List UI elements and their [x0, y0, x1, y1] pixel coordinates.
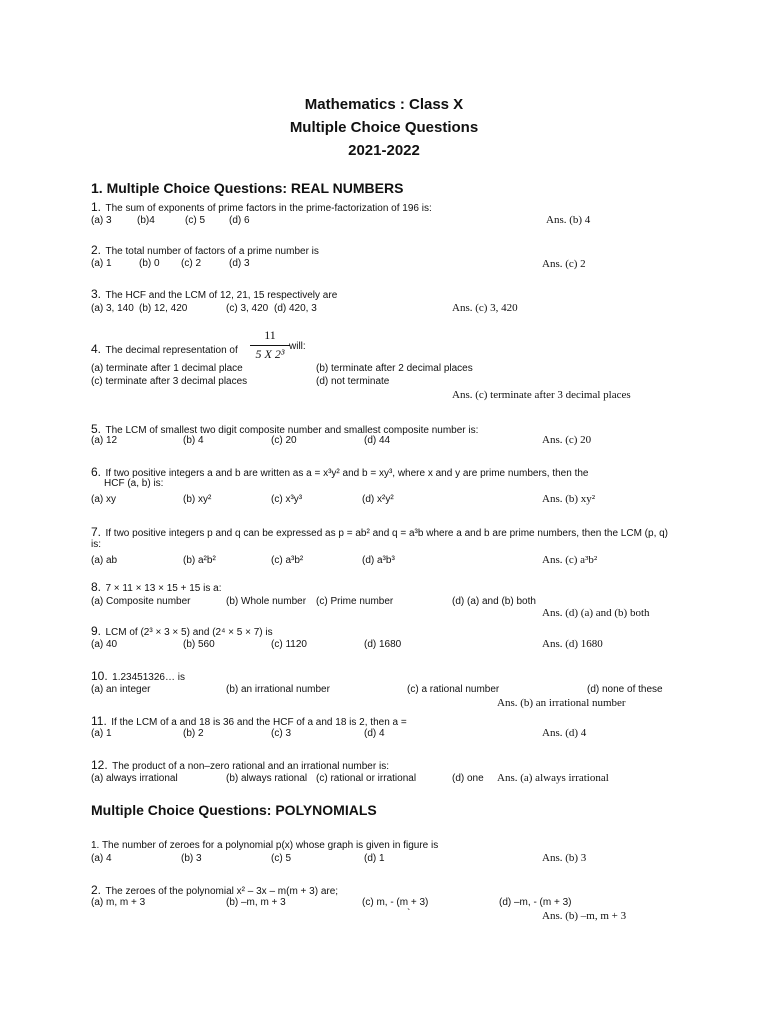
q6-option-a: (a) xy	[91, 494, 116, 505]
q9-option-a: (a) 40	[91, 639, 118, 650]
question-9: 9. LCM of (2³ × 3 × 5) and (2⁴ × 5 × 7) is	[91, 624, 273, 638]
q2-option-d: (d) 3	[229, 258, 250, 269]
q12-option-d: (d) one	[452, 773, 484, 784]
q6-option-b: (b) xy²	[183, 494, 212, 505]
question-10: 10. 1.23451326… is	[91, 669, 185, 683]
q8-option-d: (d) (a) and (b) both	[452, 596, 536, 607]
p1-option-a: (a) 4	[91, 853, 112, 864]
q4-option-a: (a) terminate after 1 decimal place	[91, 363, 243, 374]
q9-option-d: (d) 1680	[364, 639, 402, 650]
q8-option-a: (a) Composite number	[91, 596, 191, 607]
q7-option-c: (c) a³b²	[271, 555, 304, 566]
q7-option-a: (a) ab	[91, 555, 118, 566]
q12-answer: Ans. (a) always irrational	[497, 772, 609, 784]
title-subject: Mathematics : Class X	[304, 96, 464, 113]
q4-answer: Ans. (c) terminate after 3 decimal places	[452, 389, 631, 401]
q1-option-a: (a) 3	[91, 215, 112, 226]
q4-option-d: (d) not terminate	[316, 376, 390, 387]
q11-answer: Ans. (d) 4	[542, 727, 587, 739]
q11-option-c: (c) 3	[271, 728, 291, 739]
q11-option-a: (a) 1	[91, 728, 112, 739]
q4-tail: will:	[289, 341, 306, 352]
q10-option-c: (c) a rational number	[407, 684, 500, 695]
q11-option-b: (b) 2	[183, 728, 204, 739]
q8-answer: Ans. (d) (a) and (b) both	[542, 607, 650, 619]
section-real-numbers: 1. Multiple Choice Questions: REAL NUMBERS	[91, 180, 404, 196]
poly-question-2: 2. The zeroes of the polynomial x² – 3x – m(m + 3) are;	[91, 883, 339, 897]
q10-answer: Ans. (b) an irrational number	[497, 697, 626, 709]
q10-option-b: (b) an irrational number	[226, 684, 330, 695]
q10-option-a: (a) an integer	[91, 684, 151, 695]
q12-option-c: (c) rational or irrational	[316, 773, 417, 784]
p1-option-b: (b) 3	[181, 853, 202, 864]
q4-option-b: (b) terminate after 2 decimal places	[316, 363, 473, 374]
q9-option-c: (c) 1120	[271, 639, 307, 650]
q1-answer: Ans. (b) 4	[546, 214, 591, 226]
title-year: 2021-2022	[348, 142, 420, 159]
p1-option-c: (c) 5	[271, 853, 291, 864]
q6-option-c: (c) x³y³	[271, 494, 303, 505]
q2-option-a: (a) 1	[91, 258, 112, 269]
section-polynomials: Multiple Choice Questions: POLYNOMIALS	[91, 802, 377, 818]
question-6: 6. If two positive integers a and b are written as a = x³y² and b = xy³, where x and y are prime numbers, then the	[91, 465, 589, 479]
q7-answer: Ans. (c) a³b²	[542, 554, 598, 566]
q5-option-c: (c) 20	[271, 435, 297, 446]
fraction-11-over-5x2-cubed: 11 5 X 2³	[250, 328, 290, 362]
q5-option-a: (a) 12	[91, 435, 118, 446]
q1-option-d: (d) 6	[229, 215, 250, 226]
q2-option-b: (b) 0	[139, 258, 160, 269]
q6-answer: Ans. (b) xy²	[542, 493, 596, 505]
q12-option-a: (a) always irrational	[91, 773, 178, 784]
p2-option-c: (c) m, - (m + 3)	[362, 897, 429, 908]
stray-mark: `	[407, 908, 411, 919]
q2-answer: Ans. (c) 2	[542, 258, 586, 270]
p2-option-b: (b) –m, m + 3	[226, 897, 286, 908]
q3-option-d: (d) 420, 3	[274, 303, 317, 314]
question-8: 8. 7 × 11 × 13 × 15 + 15 is a:	[91, 580, 222, 594]
q8-option-b: (b) Whole number	[226, 596, 307, 607]
q6-continuation: HCF (a, b) is:	[104, 478, 164, 489]
q1-option-c: (c) 5	[185, 215, 205, 226]
q7-continuation: is:	[91, 539, 101, 550]
question-1: 1. The sum of exponents of prime factors in the prime-factorization of 196 is:	[91, 200, 432, 214]
q6-option-d: (d) x²y²	[362, 494, 394, 505]
p2-answer: Ans. (b) –m, m + 3	[542, 910, 627, 922]
question-7: 7. If two positive integers p and q can be expressed as p = ab² and q = a³b where a and b are prime numbers, then the LCM (p, q)	[91, 525, 669, 539]
q8-option-c: (c) Prime number	[316, 596, 394, 607]
title-mcq: Multiple Choice Questions	[289, 119, 479, 136]
question-2: 2. The total number of factors of a prime number is	[91, 243, 319, 257]
q7-option-b: (b) a²b²	[183, 555, 216, 566]
question-12: 12. The product of a non–zero rational and an irrational number is:	[91, 758, 389, 772]
q1-option-b: (b)4	[137, 215, 155, 226]
p2-option-a: (a) m, m + 3	[91, 897, 146, 908]
q2-option-c: (c) 2	[181, 258, 201, 269]
p1-option-d: (d) 1	[364, 853, 385, 864]
q11-option-d: (d) 4	[364, 728, 385, 739]
q9-answer: Ans. (d) 1680	[542, 638, 603, 650]
question-5: 5. The LCM of smallest two digit composite number and smallest composite number is:	[91, 422, 479, 436]
q5-option-d: (d) 44	[364, 435, 391, 446]
q5-answer: Ans. (c) 20	[542, 434, 592, 446]
question-4: 4. The decimal representation of	[91, 342, 238, 356]
question-11: 11. If the LCM of a and 18 is 36 and the HCF of a and 18 is 2, then a =	[91, 714, 407, 728]
question-3: 3. The HCF and the LCM of 12, 21, 15 respectively are	[91, 287, 338, 301]
p2-option-d: (d) –m, - (m + 3)	[499, 897, 572, 908]
q3-option-c: (c) 3, 420	[226, 303, 269, 314]
poly-question-1: 1. The number of zeroes for a polynomial p(x) whose graph is given in figure is	[91, 840, 439, 851]
q3-answer: Ans. (c) 3, 420	[452, 302, 518, 314]
q12-option-b: (b) always rational	[226, 773, 308, 784]
q4-option-c: (c) terminate after 3 decimal places	[91, 376, 248, 387]
q7-option-d: (d) a³b³	[362, 555, 395, 566]
q3-option-a: (a) 3, 140	[91, 303, 134, 314]
q3-option-b: (b) 12, 420	[139, 303, 188, 314]
q9-option-b: (b) 560	[183, 639, 215, 650]
q5-option-b: (b) 4	[183, 435, 204, 446]
p1-answer: Ans. (b) 3	[542, 852, 587, 864]
q10-option-d: (d) none of these	[587, 684, 663, 695]
